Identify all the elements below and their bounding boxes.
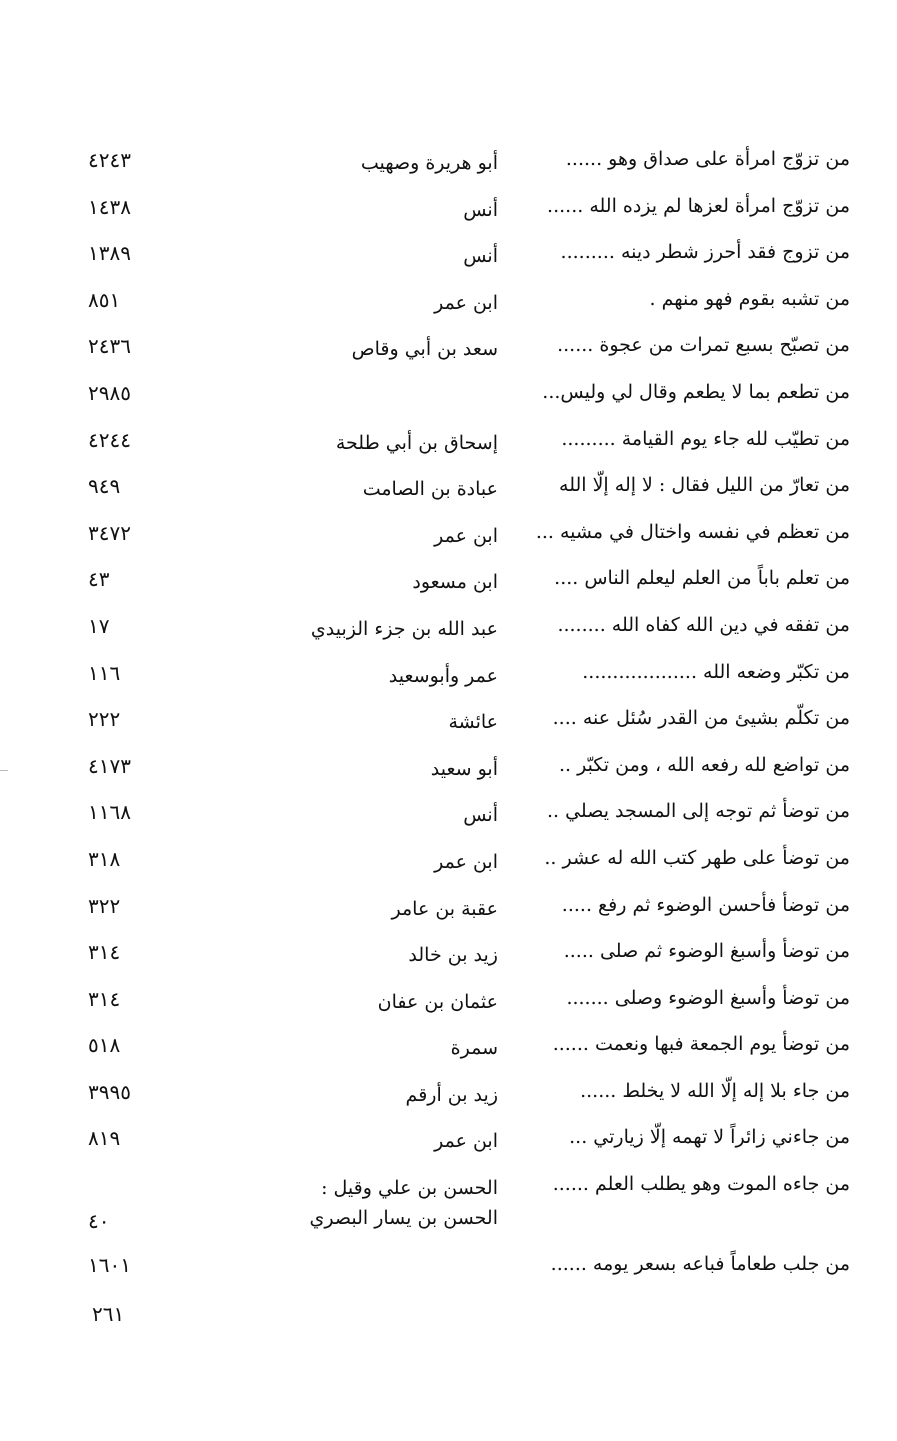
narrator-line-2: الحسن بن يسار البصري [309,1207,498,1230]
margin-mark [0,770,8,771]
hadith-text: من تزوّج امرأة لعزها لم يزده الله ...... [547,194,850,217]
hadith-number: ٣٢٢ [88,893,121,918]
index-entry [60,1249,850,1296]
narrator-name [238,521,498,551]
index-entry [60,606,850,653]
index-entry [60,140,850,187]
hadith-text: من تزوج فقد أحرز شطر دينه ......... [560,241,850,264]
hadith-text: من توضأ يوم الجمعة فبها ونعمت ...... [552,1033,850,1056]
index-entry [60,326,850,373]
hadith-number: ٤٢٤٤ [88,427,131,452]
hadith-number: ٤٠ [88,1209,110,1234]
hadith-number: ٨١٩ [88,1126,121,1151]
narrator-line: إسحاق بن أبي طلحة [335,431,498,454]
index-entry [60,886,850,933]
index-entry [60,187,850,234]
index-entry [60,1118,850,1165]
hadith-number: ١٧ [88,613,110,638]
narrator-name [238,288,498,318]
narrator-line: زيد بن أرقم [405,1083,498,1106]
index-entry [60,699,850,746]
hadith-number: ٣١٤ [88,986,121,1011]
hadith-number: ٤٣ [88,567,110,592]
narrator-name [238,1080,498,1110]
hadith-text: من توضأ وأسبغ الوضوء ثم صلى ..... [563,940,850,963]
hadith-number: ١١٦ [88,660,121,685]
narrator-name [238,661,498,691]
hadith-number: ٣١٤ [88,940,121,965]
index-entry [60,513,850,560]
hadith-text: من تكبّر وضعه الله ................... [582,660,850,683]
index-entry [60,233,850,280]
narrator-name [238,847,498,877]
index-entry [60,466,850,513]
hadith-number: ٣٩٩٥ [88,1079,131,1104]
index-entry [60,1072,850,1119]
narrator-line: ابن عمر [434,291,498,314]
narrator-name [238,614,498,644]
index-entry [60,792,850,839]
narrator-name [238,1126,498,1156]
hadith-text: من تكلّم بشيئ من القدر سُئل عنه .... [552,707,850,730]
index-entry [60,559,850,606]
hadith-number: ١٣٨٩ [88,241,131,266]
narrator-line: أبو سعيد [430,757,498,780]
hadith-number: ٢٤٣٦ [88,334,131,359]
hadith-number: ٤١٧٣ [88,753,131,778]
narrator-name [238,334,498,364]
hadith-text: من توضأ فأحسن الوضوء ثم رفع ..... [561,893,850,916]
hadith-number: ٥١٨ [88,1033,121,1058]
index-entry [60,1025,850,1072]
narrator-line: عائشة [448,711,498,734]
hadith-number: ١٤٣٨ [88,194,131,219]
index-entry [60,280,850,327]
hadith-text: من تطعم بما لا يطعم وقال لي وليس... [542,380,850,403]
narrator-name [238,707,498,737]
index-entry [60,373,850,420]
hadith-number: ٩٤٩ [88,474,121,499]
narrator-line: أبو هريرة وصهيب [360,152,498,174]
narrator-name [238,148,498,178]
hadith-text: من توضأ ثم توجه إلى المسجد يصلي .. [546,800,850,823]
index-entry [60,1165,850,1249]
hadith-text: من جاءه الموت وهو يطلب العلم ...... [552,1173,850,1196]
narrator-line: سعد بن أبي وقاص [351,338,498,361]
hadith-text: من جاءني زائراً لا تهمه إلّا زيارتي ... [569,1126,850,1149]
hadith-number: ١٦٠١ [88,1253,131,1278]
narrator-line: عثمان بن عفان [377,990,498,1013]
narrator-line: عبد الله بن جزء الزبيدي [310,617,498,640]
narrator-name [238,1033,498,1063]
narrator-line: أنس [463,245,498,268]
hadith-number: ٣٤٧٢ [88,520,131,545]
narrator-name [238,195,498,225]
narrator-line: سمرة [450,1037,498,1060]
narrator-name [238,428,498,458]
hadith-text: من تصبّح بسبع تمرات من عجوة ...... [557,334,850,357]
page-number: ٢٦١ [92,1302,125,1326]
index-entry [60,420,850,467]
hadith-text: من تواضع لله رفعه الله ، ومن تكبّر .. [558,753,850,776]
narrator-name [238,987,498,1017]
narrator-line: عبادة بن الصامت [362,478,498,501]
index-entry [60,979,850,1026]
hadith-text: من تفقه في دين الله كفاه الله ........ [557,613,850,636]
hadith-number: ٣١٨ [88,846,121,871]
hadith-index-list [60,140,850,1296]
hadith-text: من تزوّج امرأة على صداق وهو ...... [565,148,850,170]
narrator-line: ابن عمر [434,524,498,547]
hadith-text: من توضأ وأسبغ الوضوء وصلى ....... [566,986,850,1009]
index-entry [60,746,850,793]
narrator-line: زيد بن خالد [408,944,498,967]
hadith-text: من تعلم باباً من العلم ليعلم الناس .... [554,567,850,590]
hadith-text: من تشبه بقوم فهو منهم . [649,287,850,310]
hadith-text: من تعظم في نفسه واختال في مشيه ... [535,520,850,543]
hadith-number: ٤٢٤٣ [88,148,131,172]
hadith-text: من تعارّ من الليل فقال : لا إله إلّا الله [559,474,850,497]
index-entry [60,653,850,700]
narrator-line: عقبة بن عامر [391,897,498,920]
narrator-name [238,567,498,597]
narrator-name [238,940,498,970]
narrator-name [238,800,498,830]
narrator-line: عمر وأبوسعيد [388,664,498,687]
narrator-name [238,474,498,504]
hadith-text: من توضأ على طهر كتب الله له عشر .. [544,846,850,869]
index-entry [60,932,850,979]
narrator-name [238,754,498,784]
hadith-text: من جلب طعاماً فباعه بسعر يومه ...... [550,1253,850,1276]
narrator-line: أنس [463,198,498,221]
index-entry [60,839,850,886]
narrator-name [238,894,498,924]
hadith-number: ٢٢٢ [88,707,121,732]
narrator-line: أنس [463,804,498,827]
narrator-name [238,1173,498,1233]
hadith-number: ٢٩٨٥ [88,380,131,405]
narrator-name [238,241,498,271]
narrator-line: ابن عمر [434,1130,498,1153]
hadith-text: من جاء بلا إله إلّا الله لا يخلط ...... [580,1079,850,1102]
hadith-text: من تطيّب لله جاء يوم القيامة ......... [561,427,850,450]
narrator-line: ابن مسعود [412,571,498,594]
narrator-line: الحسن بن علي وقيل : [321,1177,498,1200]
hadith-number: ١١٦٨ [88,800,131,825]
hadith-number: ٨٥١ [88,287,121,312]
narrator-line: ابن عمر [434,850,498,873]
